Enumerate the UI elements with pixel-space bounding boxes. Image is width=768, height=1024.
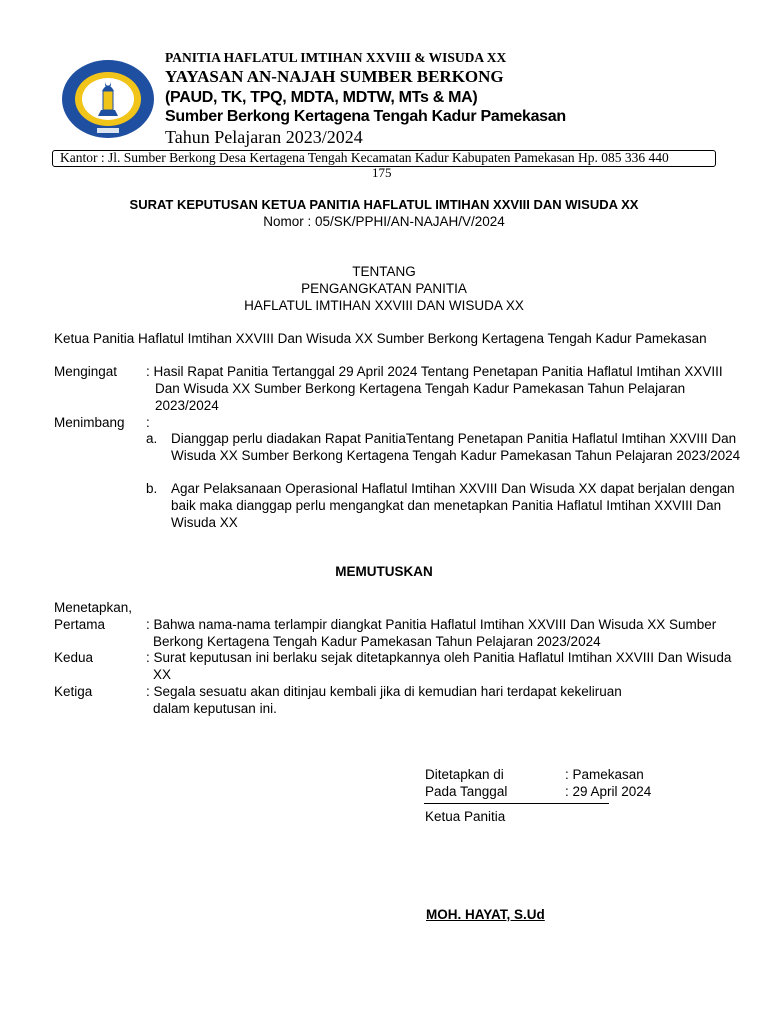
menimbang-a-line-1: Dianggap perlu diadakan Rapat PanitiaTentang Penetapan Panitia Haflatul Imtihan XXVIII Dan <box>171 431 737 446</box>
decree-number: Nomor : 05/SK/PPHI/AN-NAJAH/V/2024 <box>263 214 505 229</box>
tentang-line-2: HAFLATUL IMTIHAN XXVIII DAN WISUDA XX <box>244 298 524 313</box>
ketiga-line-2: dalam keputusan ini. <box>153 701 277 716</box>
menetapkan-label: Menetapkan, <box>54 600 133 615</box>
mengingat-line-3: 2023/2024 <box>155 398 219 413</box>
date-value: : 29 April 2024 <box>565 784 652 799</box>
pertama-line-2: Berkong Kertagena Tengah Kadur Pamekasan Tahun Pelajaran 2023/2024 <box>153 634 601 649</box>
mengingat-line-2: Dan Wisuda XX Sumber Berkong Kertagena Tengah Kadur Pamekasan Tahun Pelajaran <box>155 381 686 396</box>
decree-heading: SURAT KEPUTUSAN KETUA PANITIA HAFLATUL IMTIHAN XXVIII DAN WISUDA XX <box>129 197 639 212</box>
ketiga-label: Ketiga <box>54 684 93 699</box>
menimbang-b-line-2: baik maka dianggap perlu mengangkat dan menetapkan Panitia Haflatul Imtihan XXVIII Dan <box>171 498 722 513</box>
kedua-line-2: XX <box>153 667 172 682</box>
intro-text: Ketua Panitia Haflatul Imtihan XXVIII Dan Wisuda XX Sumber Berkong Kertagena Tengah Kadur Pamekasan <box>54 331 707 346</box>
signer-name: MOH. HAYAT, S.Ud <box>426 907 545 922</box>
office-address-cont: 175 <box>372 165 392 180</box>
date-label: Pada Tanggal <box>425 784 508 799</box>
pertama-line-1: : Bahwa nama-nama terlampir diangkat Panitia Haflatul Imtihan XXVIII Dan Wisuda XX Sumber <box>146 617 717 632</box>
header-location: Sumber Berkong Kertagena Tengah Kadur Pamekasan <box>165 108 566 125</box>
tentang-line-1: PENGANGKATAN PANITIA <box>301 281 467 296</box>
header-committee: PANITIA HAFLATUL IMTIHAN XXVIII & WISUDA XX <box>165 50 507 65</box>
menimbang-a-marker: a. <box>146 431 158 446</box>
ketiga-line-1: : Segala sesuatu akan ditinjau kembali jika di kemudian hari terdapat kekeliruan <box>146 684 622 699</box>
mengingat-label: Mengingat <box>54 364 118 379</box>
place-label: Ditetapkan di <box>425 767 504 782</box>
header-levels: (PAUD, TK, TPQ, MDTA, MDTW, MTs & MA) <box>165 89 478 106</box>
header-year: Tahun Pelajaran 2023/2024 <box>165 127 363 147</box>
kedua-line-1: : Surat keputusan ini berlaku sejak ditetapkannya oleh Panitia Haflatul Imtihan XXVIII Dan Wisuda <box>146 650 732 665</box>
menimbang-colon: : <box>146 415 150 430</box>
menimbang-a-line-2: Wisuda XX Sumber Berkong Kertagena Tengah Kadur Pamekasan Tahun Pelajaran 2023/2024 <box>171 448 741 463</box>
mengingat-line-1: : Hasil Rapat Panitia Tertanggal 29 April 2024 Tentang Penetapan Panitia Haflatul Imtihan XXVIII <box>146 364 723 379</box>
kedua-label: Kedua <box>54 650 94 665</box>
menimbang-b-line-1: Agar Pelaksanaan Operasional Haflatul Imtihan XXVIII Dan Wisuda XX dapat berjalan dengan <box>171 481 735 496</box>
tentang-label: TENTANG <box>352 264 416 279</box>
menimbang-b-line-3: Wisuda XX <box>171 515 238 530</box>
menimbang-label: Menimbang <box>54 415 125 430</box>
header-foundation: YAYASAN AN-NAJAH SUMBER BERKONG <box>165 67 504 86</box>
signature-divider <box>424 803 609 804</box>
menimbang-b-marker: b. <box>146 481 158 496</box>
memutuskan-heading: MEMUTUSKAN <box>335 564 433 579</box>
signer-role: Ketua Panitia <box>425 809 506 824</box>
place-value: : Pamekasan <box>565 767 644 782</box>
office-address: Kantor : Jl. Sumber Berkong Desa Kertagena Tengah Kecamatan Kadur Kabupaten Pamekasan Hp. 085 336 440 <box>60 150 669 165</box>
pertama-label: Pertama <box>54 617 106 632</box>
school-emblem-icon <box>60 58 156 140</box>
